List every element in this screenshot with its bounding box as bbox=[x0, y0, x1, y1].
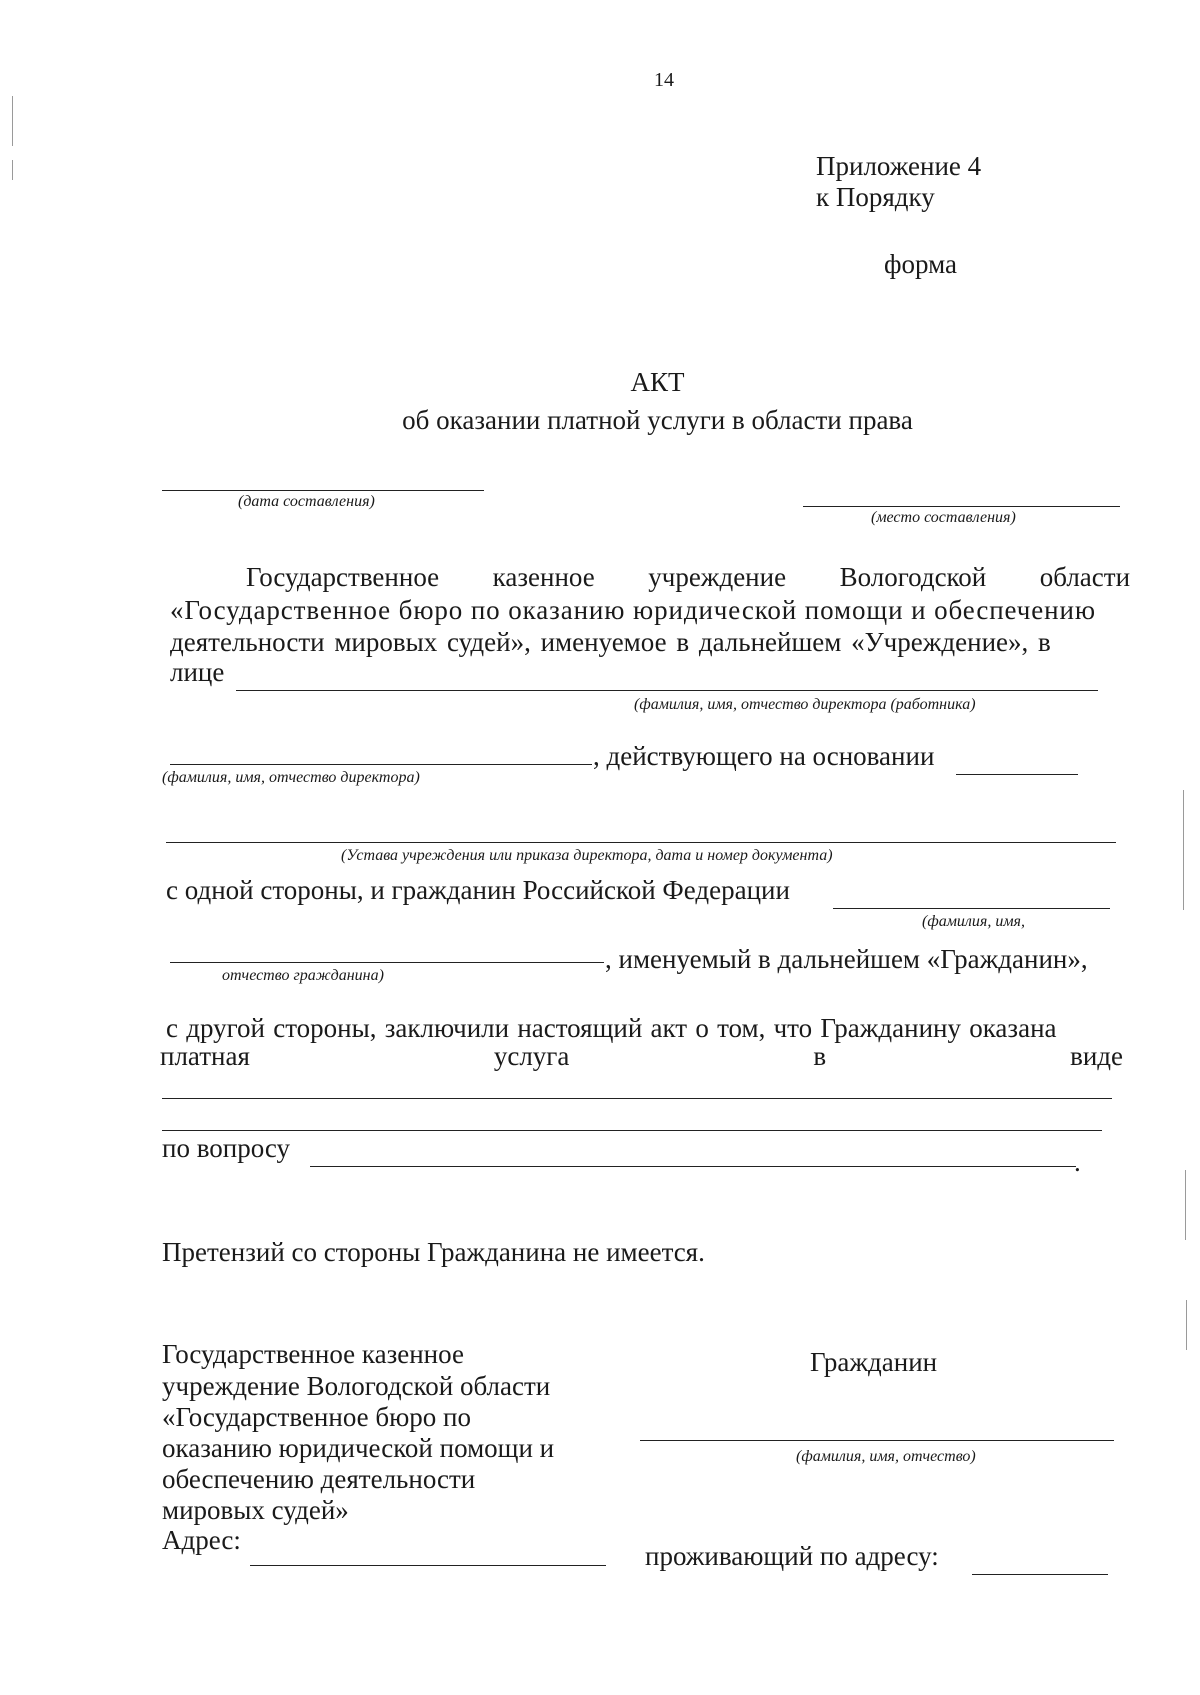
residing-label: проживающий по адресу: bbox=[645, 1541, 939, 1571]
citizen-signature-line bbox=[640, 1440, 1114, 1441]
service-kind-line-1 bbox=[162, 1098, 1112, 1099]
service-kind-line-2 bbox=[162, 1130, 1102, 1131]
director-worker-caption: (фамилия, имя, отчество директора (работника) bbox=[634, 696, 976, 713]
institution-paragraph-line-3: деятельности мировых судей», именуемое в дальнейшем «Учреждение», в bbox=[170, 627, 1051, 657]
order-label: к Порядку bbox=[816, 182, 935, 212]
institution-sign-line-6: мировых судей» bbox=[162, 1495, 349, 1525]
basis-short-line bbox=[956, 774, 1078, 775]
act-subtitle: об оказании платной услуги в области права bbox=[402, 405, 913, 435]
word: области bbox=[1039, 562, 1131, 592]
word: платная bbox=[160, 1041, 250, 1071]
one-side-text: с одной стороны, и гражданин Российской Федерации bbox=[166, 875, 790, 905]
institution-sign-line-5: обеспечению деятельности bbox=[162, 1464, 476, 1494]
institution-sign-line-3: «Государственное бюро по bbox=[162, 1402, 471, 1432]
appendix-label: Приложение 4 bbox=[816, 151, 982, 181]
place-line bbox=[803, 506, 1120, 507]
basis-document-line bbox=[166, 842, 1116, 843]
page-number: 14 bbox=[654, 69, 674, 91]
scan-mark-left-2 bbox=[12, 160, 13, 180]
act-title: АКТ bbox=[630, 367, 685, 397]
institution-sign-line-2: учреждение Вологодской области bbox=[162, 1371, 551, 1401]
question-period: . bbox=[1074, 1147, 1081, 1177]
scan-mark-right-2 bbox=[1185, 1170, 1186, 1240]
acting-on-basis: , действующего на основании bbox=[593, 741, 935, 771]
institution-paragraph-line-2: «Государственное бюро по оказанию юридической помощи и обеспечению bbox=[170, 595, 1096, 625]
word: казенное bbox=[492, 562, 595, 592]
institution-paragraph-line-1 bbox=[246, 561, 1130, 593]
form-label: форма bbox=[884, 249, 957, 279]
citizen-name-caption-2: отчество гражданина) bbox=[222, 967, 384, 984]
director-name-caption: (фамилия, имя, отчество директора) bbox=[162, 769, 420, 786]
citizen-name-line bbox=[833, 908, 1110, 909]
institution-sign-line-4: оказанию юридической помощи и bbox=[162, 1433, 555, 1463]
address-label: Адрес: bbox=[162, 1525, 241, 1555]
place-caption: (место составления) bbox=[871, 509, 1016, 526]
word: Вологодской bbox=[839, 562, 987, 592]
in-person-label: лице bbox=[170, 657, 225, 687]
date-line bbox=[162, 490, 484, 491]
named-citizen-text: , именуемый в дальнейшем «Гражданин», bbox=[605, 944, 1088, 974]
institution-address-line bbox=[250, 1565, 606, 1566]
citizen-name-caption-1: (фамилия, имя, bbox=[922, 913, 1025, 930]
scan-mark-right-1 bbox=[1183, 790, 1184, 910]
word: Государственное bbox=[246, 562, 440, 592]
scan-mark-left-1 bbox=[12, 96, 13, 146]
no-claims-text: Претензий со стороны Гражданина не имеется. bbox=[162, 1237, 705, 1267]
citizen-patronymic-line bbox=[170, 962, 604, 963]
on-question-label: по вопросу bbox=[162, 1133, 291, 1163]
institution-sign-line-1: Государственное казенное bbox=[162, 1339, 464, 1369]
citizen-label: Гражданин bbox=[810, 1347, 938, 1377]
citizen-signature-caption: (фамилия, имя, отчество) bbox=[796, 1448, 976, 1465]
word: виде bbox=[1070, 1041, 1123, 1071]
scan-mark-right-3 bbox=[1186, 1300, 1187, 1350]
director-worker-line bbox=[236, 690, 1098, 691]
basis-document-caption: (Устава учреждения или приказа директора, дата и номер документа) bbox=[341, 847, 833, 864]
word: учреждение bbox=[648, 562, 787, 592]
citizen-address-line bbox=[972, 1574, 1108, 1575]
date-caption: (дата составления) bbox=[238, 493, 375, 510]
other-side-text: с другой стороны, заключили настоящий акт о том, что Гражданину оказана bbox=[166, 1013, 1057, 1043]
director-name-line bbox=[170, 764, 592, 765]
question-line bbox=[310, 1166, 1076, 1167]
word: услуга bbox=[493, 1041, 570, 1071]
paid-service-line bbox=[160, 1040, 1123, 1072]
word: в bbox=[813, 1041, 827, 1071]
